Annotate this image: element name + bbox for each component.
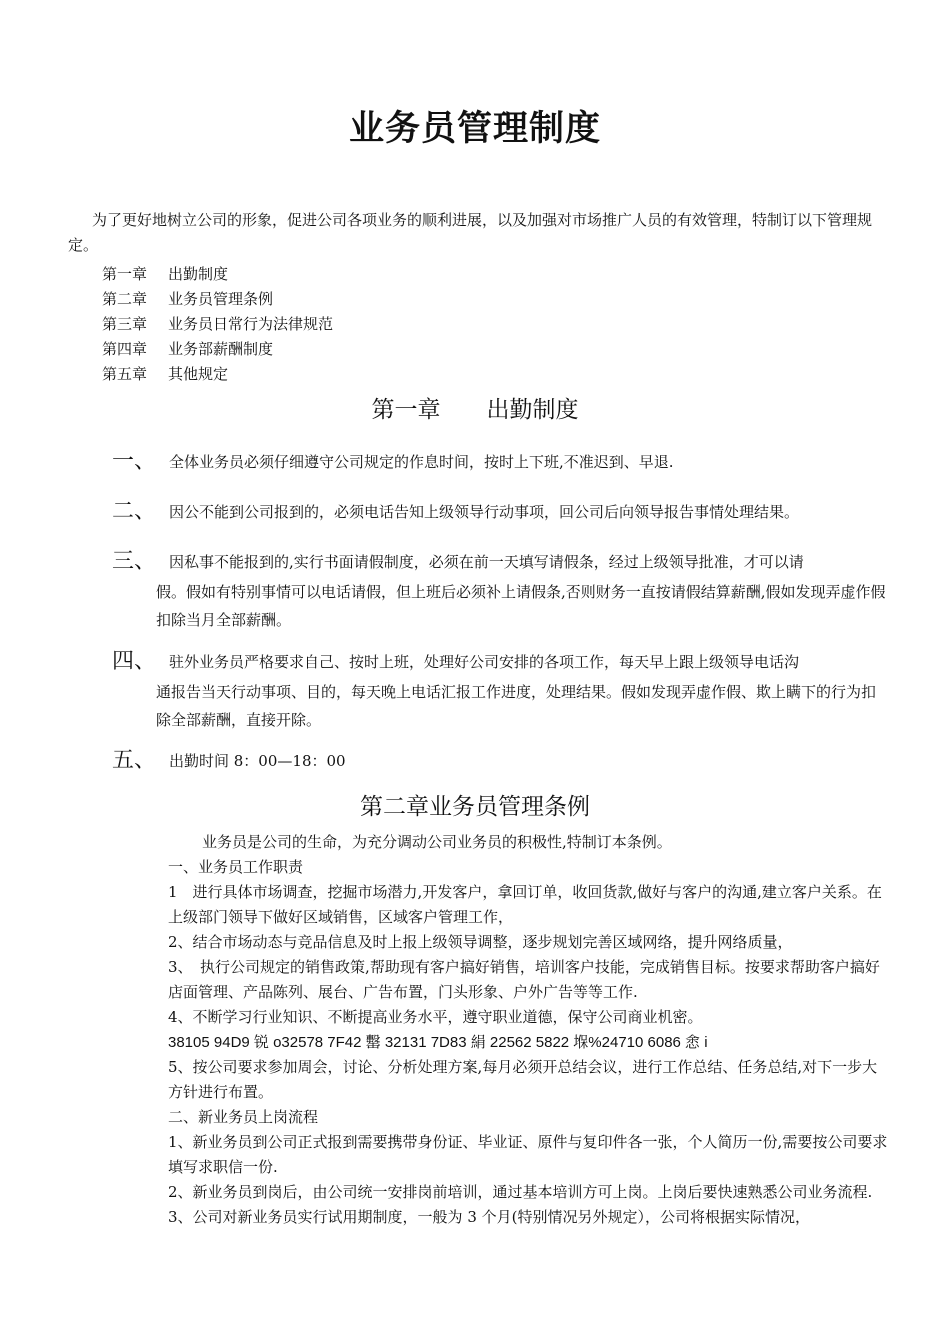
- list-item: 2、结合市场动态与竞品信息及时上报上级领导调整，逐步规划完善区域网络，提升网络质量，: [168, 933, 793, 951]
- section-title: 二、新业务员上岗流程: [168, 1108, 319, 1126]
- list-item: 1、新业务员到公司正式报到需要携带身份证、毕业证、原件与复印件各一张，个人简历一份,需要按公司要求填写求职信一份.: [168, 1133, 888, 1176]
- chapter2-heading: 第二章业务员管理条例: [360, 794, 590, 820]
- article-text: 因私事不能报到的,实行书面请假制度，必须在前一天填写请假条，经过上级领导批准，才可以请: [169, 553, 804, 571]
- garbled-text-line: 38105 94D9 锐 o32578 7F42 罊 32131 7D83 絹 22562 5822 堢%24710 6086 悆 i: [168, 1034, 708, 1051]
- toc-item: [102, 312, 333, 337]
- toc-item-label: 业务部薪酬制度: [168, 340, 274, 358]
- intro-paragraph: 为了更好地树立公司的形象，促进公司各项业务的顺利进展，以及加强对市场推广人员的有效管理，特制订以下管理规定。: [68, 211, 873, 254]
- list-item: 2、新业务员到岗后，由公司统一安排岗前培训，通过基本培训方可上岗。上岗后要快速熟悉公司业务流程.: [168, 1183, 873, 1201]
- section-title: 一、业务员工作职责: [168, 858, 304, 876]
- toc-item-number: 第二章: [102, 290, 148, 308]
- article-number: 四、: [112, 649, 157, 674]
- article-text-continued: 通报告当天行动事项、目的，每天晚上电话汇报工作进度，处理结果。假如发现弄虚作假、欺上瞒下的行为扣除全部薪酬，直接开除。: [156, 683, 877, 729]
- article-number: 五、: [112, 748, 157, 773]
- list-item: 3、公司对新业务员实行试用期制度，一般为 3 个月(特别情况另外规定），公司将根据实际情况，: [168, 1208, 810, 1226]
- article-text: 因公不能到公司报到的，必须电话告知上级领导行动事项，回公司后向领导报告事情处理结果。: [169, 503, 800, 521]
- toc-item-label: 出勤制度: [168, 265, 229, 283]
- list-item: 1 进行具体市场调查，挖掘市场潜力,开发客户，拿回订单，收回货款,做好与客户的沟通,建立客户关系。在上级部门领导下做好区域销售，区域客户管理工作，: [168, 883, 882, 926]
- chapter1-heading: [0, 393, 950, 427]
- chapter1-title: 出勤制度: [486, 397, 579, 423]
- toc-item: [102, 337, 333, 362]
- article-text: 全体业务员必须仔细遵守公司规定的作息时间，按时上下班,不准迟到、早退.: [169, 453, 674, 471]
- article-number: 一、: [112, 449, 157, 474]
- chapter1-article: [112, 646, 887, 734]
- chapter1-article: [112, 446, 887, 478]
- chapter2-body: [168, 830, 888, 1230]
- article-number: 二、: [112, 499, 157, 524]
- list-item: 4、不断学习行业知识、不断提高业务水平，遵守职业道德，保守公司商业机密。: [168, 1008, 703, 1026]
- toc-item-label: 业务员管理条例: [168, 290, 274, 308]
- article-text-continued: 假。假如有特别事情可以电话请假，但上班后必须补上请假条,否则财务一直按请假结算薪酬,假如发现弄虚作假扣除当月全部薪酬。: [156, 583, 886, 629]
- article-number: 三、: [112, 549, 157, 574]
- article-text: 出勤时间 8：00—18：00: [169, 752, 346, 770]
- toc-item: [102, 362, 333, 387]
- article-text: 驻外业务员严格要求自己、按时上班，处理好公司安排的各项工作，每天早上跟上级领导电话沟: [169, 653, 800, 671]
- list-item: 3、 执行公司规定的销售政策,帮助现有客户搞好销售，培训客户技能，完成销售目标。按要求帮助客户搞好店面管理、产品陈列、展台、广告布置，门头形象、户外广告等等工作.: [168, 958, 880, 1001]
- toc-item-number: 第五章: [102, 365, 148, 383]
- chapter2-intro: 业务员是公司的生命，为充分调动公司业务员的积极性,特制订本条例。: [202, 833, 672, 851]
- toc-item-label: 业务员日常行为法律规范: [168, 315, 334, 333]
- chapter1-article: [112, 745, 887, 777]
- chapter1-number: 第一章: [371, 397, 441, 423]
- chapter1-article: [112, 546, 887, 634]
- toc-item-number: 第三章: [102, 315, 148, 333]
- toc-item: [102, 287, 333, 312]
- toc-item-number: 第四章: [102, 340, 148, 358]
- toc-item-number: 第一章: [102, 265, 148, 283]
- list-item: 5、按公司要求参加周会，讨论、分析处理方案,每月必须开总结会议，进行工作总结、任务总结,对下一步大方针进行布置。: [168, 1058, 878, 1101]
- document-title: 业务员管理制度: [348, 108, 601, 149]
- chapter1-article: [112, 496, 887, 528]
- toc-item-label: 其他规定: [168, 365, 229, 383]
- toc-item: [102, 262, 333, 287]
- table-of-contents: [102, 262, 333, 387]
